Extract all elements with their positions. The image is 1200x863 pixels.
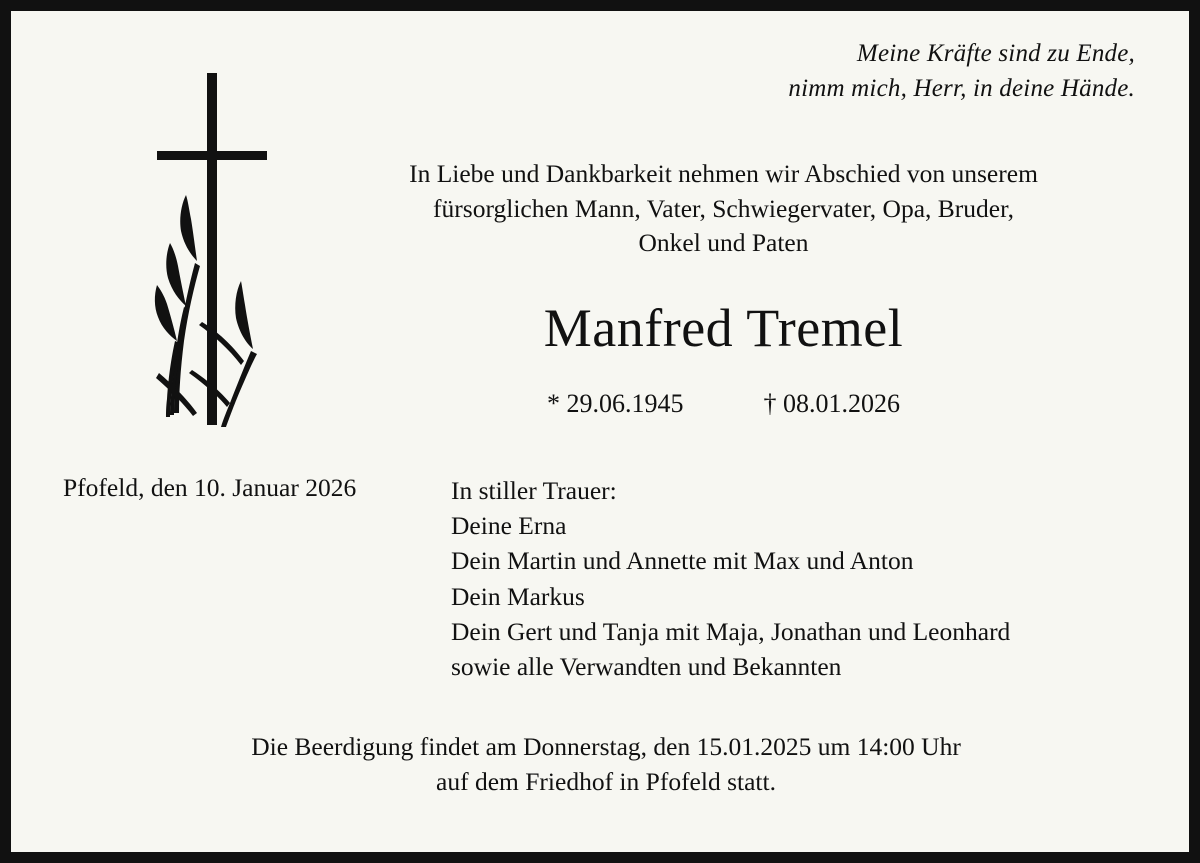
life-dates <box>311 389 1136 419</box>
verse-line-2: nimm mich, Herr, in deine Hände. <box>788 74 1135 102</box>
intro-line-3: Onkel und Paten <box>638 228 809 258</box>
mourners-block <box>451 473 1010 684</box>
intro-text <box>311 157 1136 261</box>
mourner-line: Dein Gert und Tanja mit Maja, Jonathan und Leonhard <box>451 616 1011 646</box>
funeral-line-2: auf dem Friedhof in Pfofeld statt. <box>436 767 776 797</box>
verse-line-1: Meine Kräfte sind zu Ende, <box>856 40 1135 67</box>
intro-line-2: fürsorglichen Mann, Vater, Schwiegervater, Opa, Bruder, <box>433 193 1014 223</box>
place-and-date: Pfofeld, den 10. Januar 2026 <box>63 473 357 502</box>
deceased-name: Manfred Tremel <box>543 298 904 358</box>
mourner-line: Deine Erna <box>451 511 567 541</box>
mourning-heading: In stiller Trauer: <box>451 476 617 505</box>
intro-line-1: In Liebe und Dankbarkeit nehmen wir Abschied von unserem <box>409 159 1038 188</box>
mourner-line: Dein Martin und Annette mit Max und Anton <box>451 546 914 576</box>
death-date: † 08.01.2026 <box>763 389 900 418</box>
mourner-line: Dein Markus <box>451 581 585 611</box>
funeral-info <box>71 729 1141 799</box>
obituary-inner <box>11 11 1189 852</box>
mourner-line: sowie alle Verwandten und Bekannten <box>451 651 842 681</box>
cross-with-wheat-icon <box>129 73 299 433</box>
funeral-line-1: Die Beerdigung findet am Donnerstag, den 15.01.2025 um 14:00 Uhr <box>251 732 961 761</box>
birth-date: * 29.06.1945 <box>547 389 684 418</box>
